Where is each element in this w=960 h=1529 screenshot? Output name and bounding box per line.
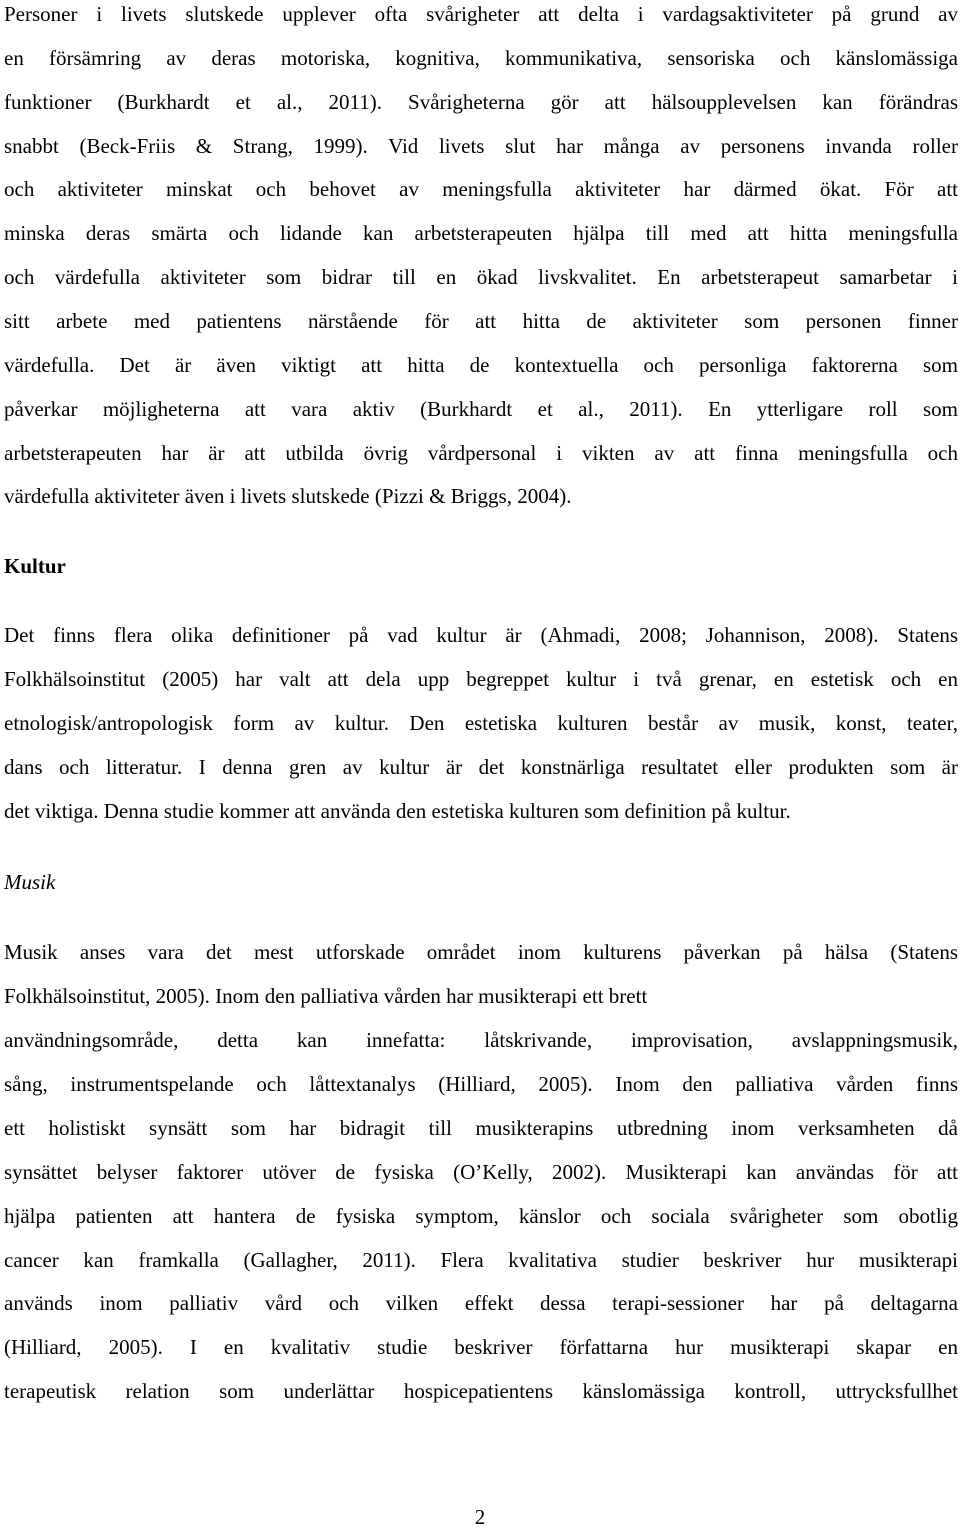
text-line: en försämring av deras motoriska, kognitiva, kommunikativa, sensoriska och känslomässiga (4, 46, 958, 70)
text-line: dans och litteratur. I denna gren av kultur är det konstnärliga resultatet eller produkten som är (4, 755, 958, 779)
text-line: (Hilliard, 2005). I en kvalitativ studie beskriver författarna hur musikterapi skapar en (4, 1335, 958, 1359)
text-line: Det finns flera olika definitioner på vad kultur är (Ahmadi, 2008; Johannison, 2008). Statens (4, 623, 958, 647)
text-line: funktioner (Burkhardt et al., 2011). Svårigheterna gör att hälsoupplevelsen kan förändras (4, 90, 958, 114)
text-line: etnologisk/antropologisk form av kultur. Den estetiska kulturen består av musik, konst, teater, (4, 711, 958, 735)
text-line: och värdefulla aktiviteter som bidrar till en ökad livskvalitet. En arbetsterapeut samarbetar i (4, 265, 958, 289)
text-line: användningsområde, detta kan innefatta: låtskrivande, improvisation, avslappningsmusik, (4, 1028, 958, 1052)
section-heading-kultur: Kultur (4, 554, 66, 578)
text-line: används inom palliativ vård och vilken effekt dessa terapi-sessioner har på deltagarna (4, 1291, 958, 1315)
text-line: sång, instrumentspelande och låttextanalys (Hilliard, 2005). Inom den palliativa vården finns (4, 1072, 958, 1096)
text-line: värdefulla aktiviteter även i livets slutskede (Pizzi & Briggs, 2004). (4, 484, 572, 508)
text-line: synsättet belyser faktorer utöver de fysiska (O’Kelly, 2002). Musikterapi kan användas för att (4, 1160, 958, 1184)
text-line: arbetsterapeuten har är att utbilda övrig vårdpersonal i vikten av att finna meningsfulla och (4, 441, 958, 465)
text-line: Folkhälsoinstitut (2005) har valt att dela upp begreppet kultur i två grenar, en estetisk och en (4, 667, 958, 691)
text-line: hjälpa patienten att hantera de fysiska symptom, känslor och sociala svårigheter som obotlig (4, 1204, 958, 1228)
text-line: påverkar möjligheterna att vara aktiv (Burkhardt et al., 2011). En ytterligare roll som (4, 397, 958, 421)
page-number: 2 (474, 1505, 486, 1529)
text-line: och aktiviteter minskat och behovet av meningsfulla aktiviteter har därmed ökat. För att (4, 177, 958, 201)
text-line: minska deras smärta och lidande kan arbetsterapeuten hjälpa till med att hitta meningsfulla (4, 221, 958, 245)
text-line: Folkhälsoinstitut, 2005). Inom den palliativa vården har musikterapi ett brett (4, 984, 648, 1008)
text-line: Personer i livets slutskede upplever ofta svårigheter att delta i vardagsaktiviteter på grund av (4, 2, 958, 26)
section-heading-musik: Musik (4, 870, 56, 894)
text-line: terapeutisk relation som underlättar hospicepatientens känslomässiga kontroll, uttrycksfullhet (4, 1379, 958, 1403)
text-line: sitt arbete med patientens närstående för att hitta de aktiviteter som personen finner (4, 309, 958, 333)
text-line: ett holistiskt synsätt som har bidragit till musikterapins utbredning inom verksamheten då (4, 1116, 958, 1140)
text-line: det viktiga. Denna studie kommer att använda den estetiska kulturen som definition på kultur. (4, 799, 791, 823)
text-line: snabbt (Beck-Friis & Strang, 1999). Vid livets slut har många av personens invanda roller (4, 134, 958, 158)
text-line: Musik anses vara det mest utforskade området inom kulturens påverkan på hälsa (Statens (4, 940, 958, 964)
text-line: cancer kan framkalla (Gallagher, 2011). Flera kvalitativa studier beskriver hur musikterapi (4, 1248, 958, 1272)
text-line: värdefulla. Det är även viktigt att hitta de kontextuella och personliga faktorerna som (4, 353, 958, 377)
